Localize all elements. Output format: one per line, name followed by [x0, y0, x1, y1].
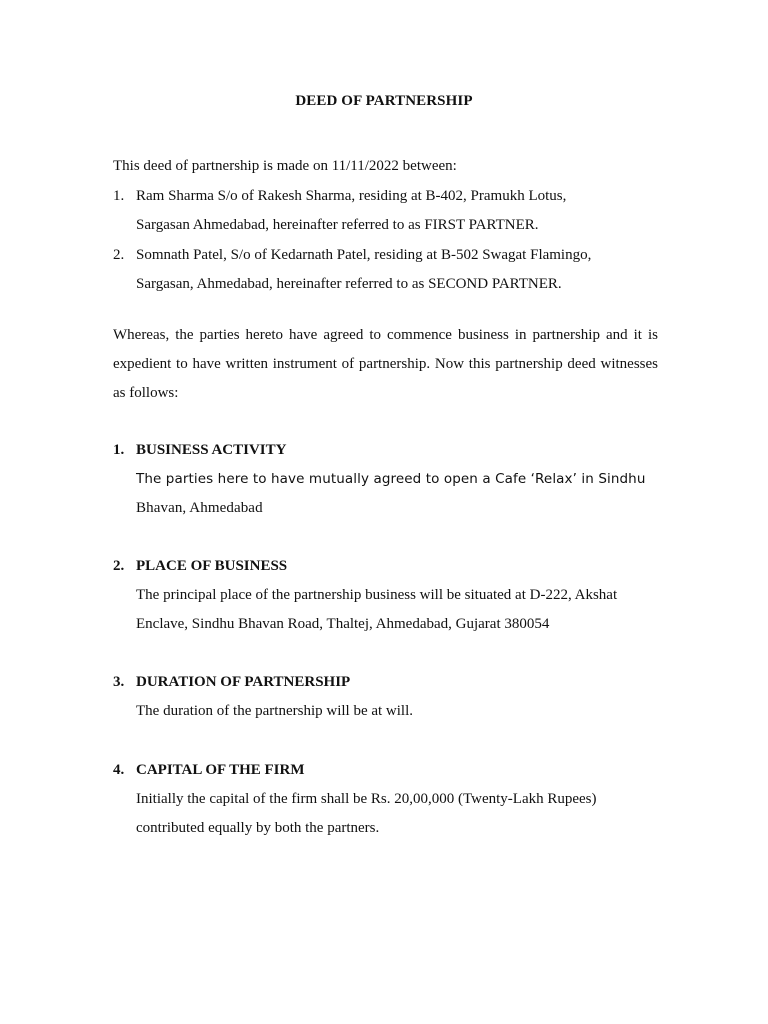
- section-body: [113, 697, 658, 726]
- section-heading: [113, 668, 658, 697]
- party-item: [113, 241, 658, 300]
- section-line: Initially the capital of the firm shall be Rs. 20,00,000 (Twenty-Lakh Rupees): [136, 791, 597, 807]
- section-number: 2.: [113, 558, 125, 574]
- section-line: Bhavan, Ahmedabad: [136, 500, 263, 516]
- intro-block: [113, 152, 658, 300]
- intro-text: This deed of partnership is made on 11/11/2022 between:: [113, 158, 457, 174]
- section-heading-text: BUSINESS ACTIVITY: [136, 442, 287, 458]
- party-item: [113, 182, 658, 241]
- section-heading-text: CAPITAL OF THE FIRM: [136, 762, 305, 778]
- section-line: The parties here to have mutually agreed to open a Cafe ‘Relax’ in Sindhu: [136, 471, 646, 487]
- party-line: Somnath Patel, S/o of Kedarnath Patel, residing at B-502 Swagat Flamingo,: [136, 246, 592, 263]
- section-heading: [113, 552, 658, 581]
- section-heading: [113, 436, 658, 465]
- section-body: [113, 465, 658, 523]
- section-capital: [113, 756, 658, 843]
- party-number: 2.: [113, 246, 125, 263]
- section-body: [113, 581, 658, 639]
- section-line: contributed equally by both the partners.: [136, 820, 380, 836]
- section-place-of-business: [113, 552, 658, 639]
- section-number: 1.: [113, 442, 125, 458]
- section-line: Enclave, Sindhu Bhavan Road, Thaltej, Ahmedabad, Gujarat 380054: [136, 616, 550, 632]
- document-title: DEED OF PARTNERSHIP: [295, 93, 473, 109]
- section-heading: [113, 756, 658, 785]
- section-business-activity: [113, 436, 658, 523]
- section-line: The duration of the partnership will be at will.: [136, 703, 414, 719]
- section-heading-text: DURATION OF PARTNERSHIP: [136, 674, 351, 690]
- section-body: [113, 785, 658, 843]
- section-line: The principal place of the partnership business will be situated at D-222, Akshat: [136, 587, 618, 603]
- section-number: 3.: [113, 674, 125, 690]
- party-line: Sargasan Ahmedabad, hereinafter referred to as FIRST PARTNER.: [136, 217, 539, 233]
- section-heading-text: PLACE OF BUSINESS: [136, 558, 288, 574]
- section-duration: [113, 668, 658, 726]
- party-number: 1.: [113, 187, 125, 204]
- party-line: Sargasan, Ahmedabad, hereinafter referred to as SECOND PARTNER.: [136, 276, 562, 292]
- section-number: 4.: [113, 762, 125, 778]
- whereas-paragraph: Whereas, the parties hereto have agreed to commence business in partnership and it is expedient to have written instrument of partnership. Now this partnership deed witnesses as follows:: [113, 327, 658, 401]
- party-line: Ram Sharma S/o of Rakesh Sharma, residing at B-402, Pramukh Lotus,: [136, 187, 567, 204]
